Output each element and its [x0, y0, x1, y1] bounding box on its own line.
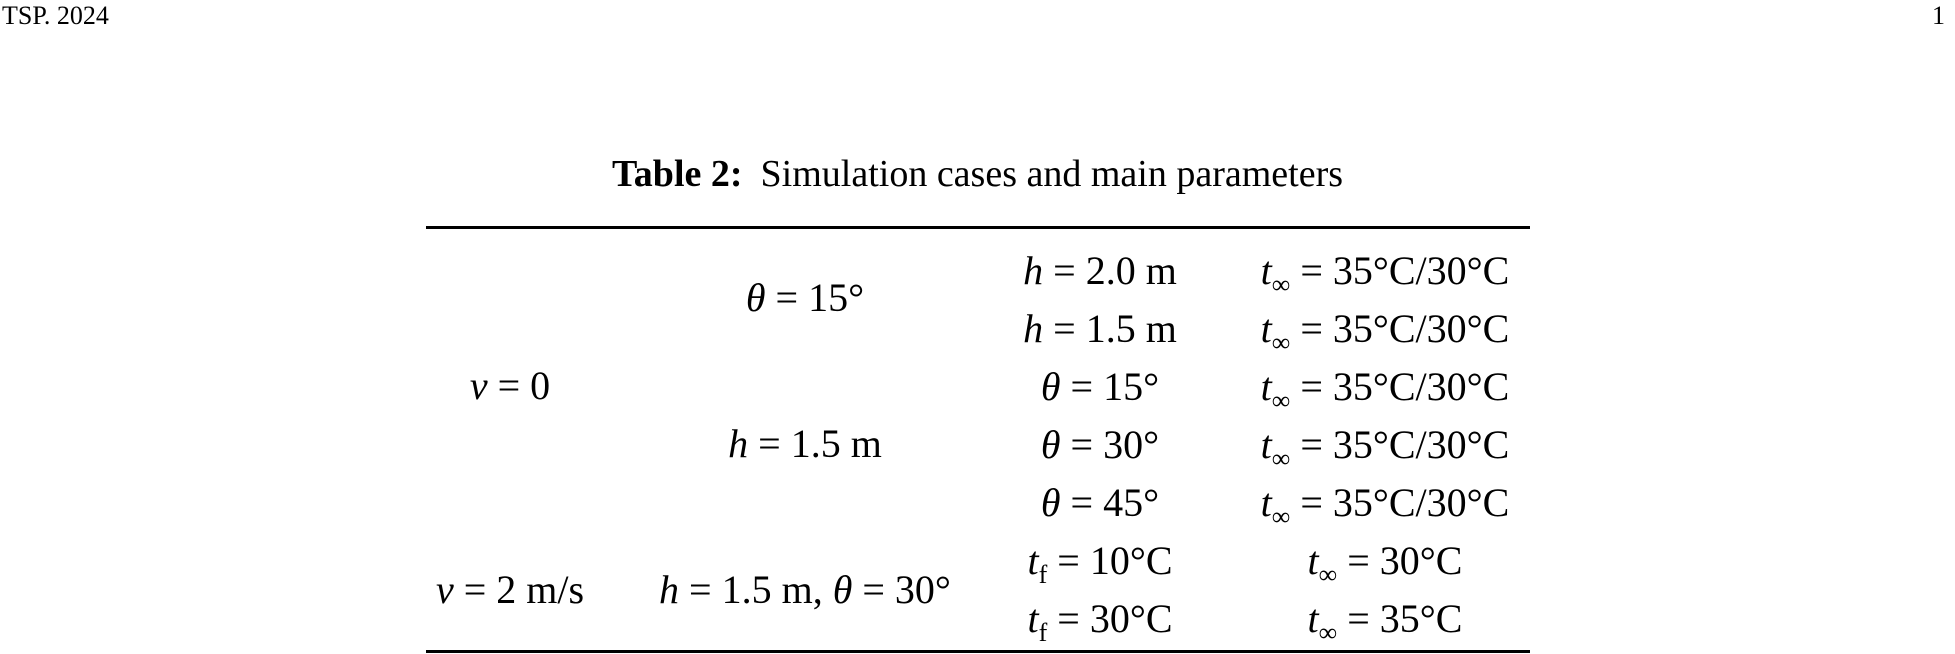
table-cell-group: θ = 15° [745, 275, 865, 320]
table-cell-ambient-temp: $t_\infty = 35^\circ C/30^\circ C$ [1260, 422, 1510, 473]
page-number: 1 [1932, 1, 1945, 30]
table-cell-ambient-temp: $t_\infty = 35^\circ C/30^\circ C$ [1260, 306, 1510, 357]
table-cell-velocity: v = 0 [469, 363, 551, 408]
table-cell-ambient-temp: $t_\infty = 35^\circ C/30^\circ C$ [1260, 248, 1510, 299]
table-cell-parameter: θ = 30° [1040, 422, 1160, 467]
table-title: Simulation cases and main parameters [760, 153, 1344, 195]
table-bottom-rule [426, 650, 1530, 653]
table-cell-ambient-temp: $t_\infty = 35^\circ C$ [1307, 596, 1463, 647]
table-cell-parameter: $t_f = 30^\circ C$ [1027, 596, 1173, 647]
table-cell-parameter: h = 2.0 m [1023, 248, 1177, 293]
table-cell-parameter: $t_f = 10^\circ C$ [1027, 538, 1173, 589]
table-cell-parameter: θ = 45° [1040, 480, 1160, 525]
table-cell-group: h = 1.5 m [728, 421, 882, 466]
table-cell-group: h = 1.5 m, θ = 30° [659, 567, 951, 612]
running-head-left: TSP. 2024 [2, 1, 109, 30]
table-cell-velocity: v = 2 m/s [435, 567, 585, 612]
table-cell-ambient-temp: $t_\infty = 35^\circ C/30^\circ C$ [1260, 480, 1510, 531]
table-caption [0, 150, 1955, 198]
table-cell-ambient-temp: $t_\infty = 35^\circ C/30^\circ C$ [1260, 364, 1510, 415]
table-cell-parameter: θ = 15° [1040, 364, 1160, 409]
table-top-rule [426, 226, 1530, 229]
table-label: Table 2: [611, 153, 743, 195]
table-cell-parameter: h = 1.5 m [1023, 306, 1177, 351]
table-cell-ambient-temp: $t_\infty = 30^\circ C$ [1307, 538, 1463, 589]
